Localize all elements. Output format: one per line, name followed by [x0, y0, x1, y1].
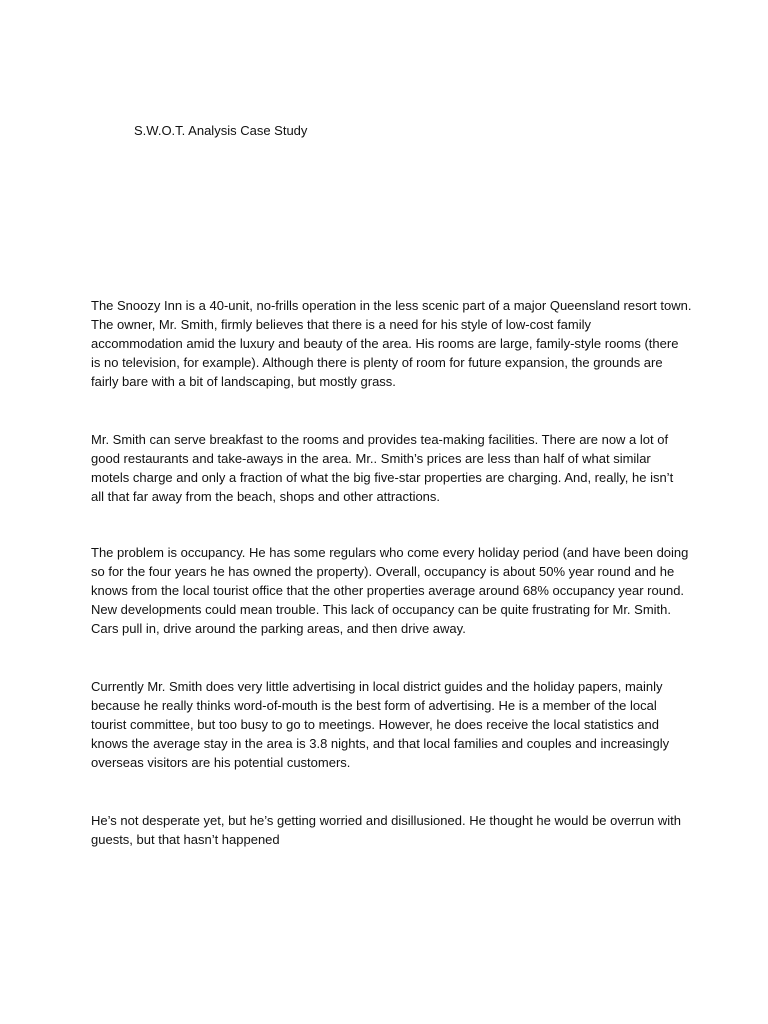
paragraph-line: fairly bare with a bit of landscaping, but mostly grass.	[91, 374, 396, 389]
paragraph-line: knows from the local tourist office that the other properties average around 68% occupancy year round.	[91, 583, 685, 598]
paragraph-line: accommodation amid the luxury and beauty of the area. His rooms are large, family-style rooms (there	[91, 336, 679, 351]
paragraph-line: tourist committee, but too busy to go to meetings. However, he does receive the local statistics and	[91, 717, 659, 732]
paragraph-line: The owner, Mr. Smith, firmly believes that there is a need for his style of low-cost family	[91, 317, 591, 332]
paragraph-line: guests, but that hasn’t happened	[91, 832, 280, 847]
paragraph-3	[91, 543, 691, 638]
paragraph-line: He’s not desperate yet, but he’s getting worried and disillusioned. He thought he would be overrun with	[91, 813, 681, 828]
paragraph-2	[91, 430, 691, 506]
paragraph-line: knows the average stay in the area is 3.8 nights, and that local families and couples and increasingly	[91, 736, 670, 751]
paragraph-line: good restaurants and take-aways in the area. Mr.. Smith’s prices are less than half of what similar	[91, 451, 651, 466]
document-title: S.W.O.T. Analysis Case Study	[134, 123, 308, 138]
paragraph-line: The problem is occupancy. He has some regulars who come every holiday period (and have been doing	[91, 545, 689, 560]
paragraph-5	[91, 811, 691, 849]
paragraph-line: so for the four years he has owned the property). Overall, occupancy is about 50% year round and he	[91, 564, 675, 579]
paragraph-line: Mr. Smith can serve breakfast to the rooms and provides tea-making facilities. There are now a lot of	[91, 432, 669, 447]
paragraph-line: overseas visitors are his potential customers.	[91, 755, 351, 770]
paragraph-line: Cars pull in, drive around the parking areas, and then drive away.	[91, 621, 466, 636]
paragraph-line: all that far away from the beach, shops and other attractions.	[91, 489, 441, 504]
paragraph-4	[91, 677, 691, 772]
paragraph-line: Currently Mr. Smith does very little advertising in local district guides and the holiday papers, mainly	[91, 679, 663, 694]
paragraph-line: motels charge and only a fraction of what the big five-star properties are charging. And, really, he isn’t	[91, 470, 674, 485]
paragraph-line: is no television, for example). Although there is plenty of room for future expansion, the grounds are	[91, 355, 663, 370]
paragraph-line: The Snoozy Inn is a 40-unit, no-frills operation in the less scenic part of a major Queensland resort town.	[91, 298, 692, 313]
paragraph-line: because he really thinks word-of-mouth is the best form of advertising. He is a member of the local	[91, 698, 657, 713]
paragraph-1	[91, 296, 691, 391]
paragraph-line: New developments could mean trouble. This lack of occupancy can be quite frustrating for Mr. Smith.	[91, 602, 671, 617]
